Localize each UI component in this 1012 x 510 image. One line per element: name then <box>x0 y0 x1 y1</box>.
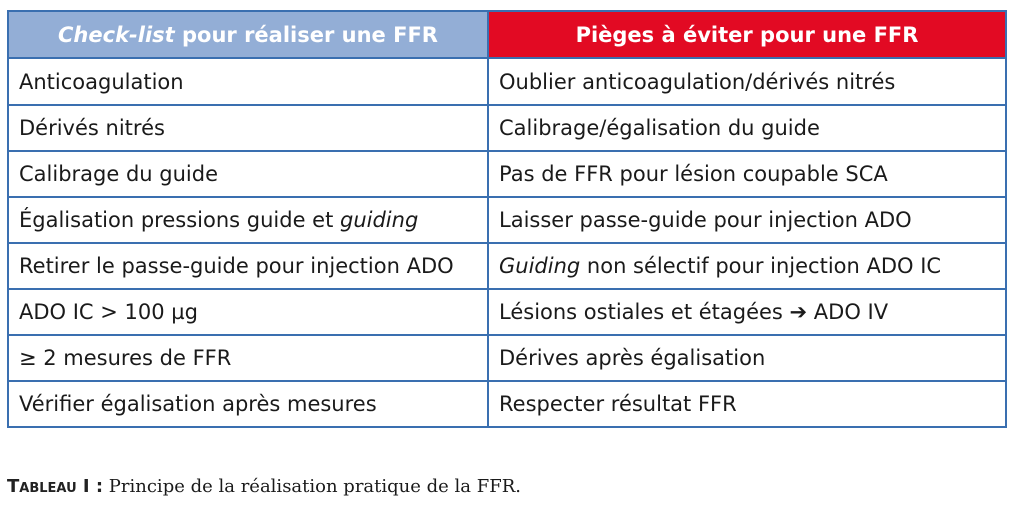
caption-label: Tableau I : <box>7 476 104 497</box>
header-checklist-rest: pour réaliser une FFR <box>174 22 438 47</box>
table-row <box>8 243 1006 289</box>
table-row <box>8 151 1006 197</box>
pitfall-cell: Lésions ostiales et étagées ➔ ADO IV <box>488 289 1006 335</box>
pitfall-cell: Respecter résultat FFR <box>488 381 1006 427</box>
checklist-cell: Vérifier égalisation après mesures <box>8 381 488 427</box>
table-row <box>8 197 1006 243</box>
table-caption <box>7 476 521 497</box>
table-row <box>8 289 1006 335</box>
table-row <box>8 58 1006 105</box>
header-checklist-italic: Check-list <box>58 22 175 47</box>
table-row <box>8 381 1006 427</box>
header-checklist <box>8 11 488 58</box>
table-header-row <box>8 11 1006 58</box>
pitfall-cell: Pas de FFR pour lésion coupable SCA <box>488 151 1006 197</box>
pitfall-cell-italic: Guiding <box>499 254 581 278</box>
checklist-cell: Calibrage du guide <box>8 151 488 197</box>
caption-text: Principe de la réalisation pratique de la FFR. <box>103 476 521 497</box>
pitfall-cell-plain: non sélectif pour injection ADO IC <box>580 254 942 278</box>
checklist-cell: Retirer le passe-guide pour injection ADO <box>8 243 488 289</box>
header-pitfalls: Pièges à éviter pour une FFR <box>488 11 1006 58</box>
table-row <box>8 335 1006 381</box>
checklist-cell <box>8 197 488 243</box>
checklist-cell: Dérivés nitrés <box>8 105 488 151</box>
pitfall-cell: Dérives après égalisation <box>488 335 1006 381</box>
checklist-cell: Anticoagulation <box>8 58 488 105</box>
pitfall-cell: Calibrage/égalisation du guide <box>488 105 1006 151</box>
checklist-cell: ≥ 2 mesures de FFR <box>8 335 488 381</box>
pitfall-cell: Oublier anticoagulation/dérivés nitrés <box>488 58 1006 105</box>
checklist-cell-plain: Égalisation pressions guide et <box>19 208 340 232</box>
checklist-cell: ADO IC > 100 µg <box>8 289 488 335</box>
pitfall-cell <box>488 243 1006 289</box>
pitfall-cell: Laisser passe-guide pour injection ADO <box>488 197 1006 243</box>
checklist-cell-italic: guiding <box>340 208 419 232</box>
ffr-table <box>7 10 1007 428</box>
table-row <box>8 105 1006 151</box>
